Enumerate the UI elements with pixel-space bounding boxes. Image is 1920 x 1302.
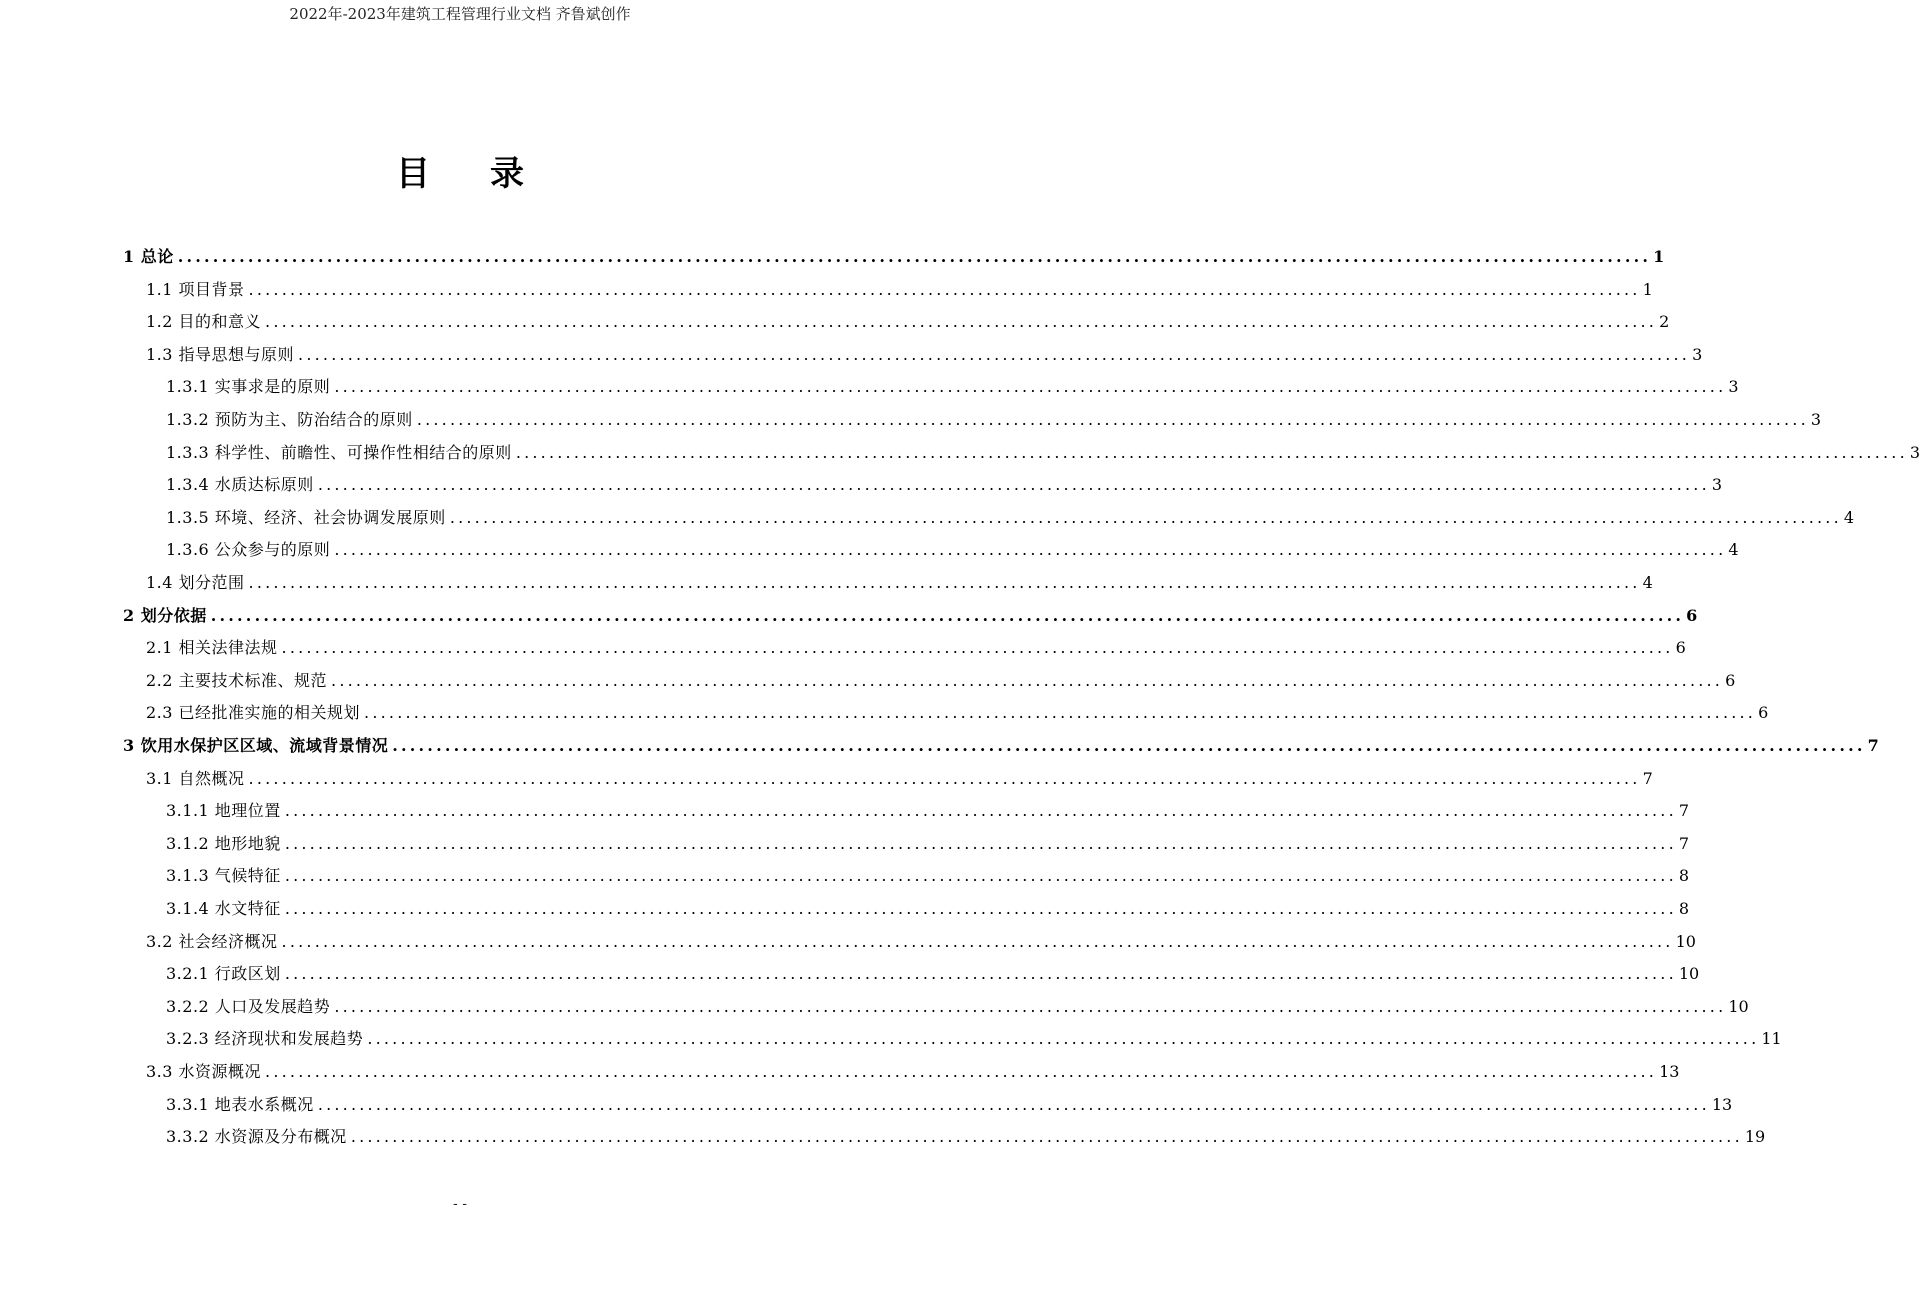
toc-leader-dots: ........................................................................................................................................................................: [364, 703, 1757, 722]
toc-page-number: 3: [1692, 345, 1703, 364]
toc-leader-dots: ........................................................................................................................................................................: [367, 1029, 1760, 1048]
toc-page-number: 1: [1642, 280, 1653, 299]
toc-entry-label: 3.1 自然概况: [146, 769, 245, 788]
toc-page-number: 4: [1642, 573, 1653, 592]
toc-page-number: 4: [1843, 508, 1855, 527]
toc-entry-label: 2 划分依据: [123, 606, 207, 625]
toc-entry[interactable]: [166, 1019, 1782, 1049]
toc-page-number: 11: [1761, 1029, 1782, 1048]
toc-entry-label: 1.1 项目背景: [146, 280, 245, 299]
toc-leader-dots: ........................................................................................................................................................................: [284, 834, 1677, 853]
toc-entry-label: 3.3.2 水资源及分布概况: [166, 1127, 347, 1146]
toc-entry[interactable]: [123, 726, 1879, 756]
toc-entry[interactable]: [146, 563, 1653, 593]
toc-leader-dots: ........................................................................................................................................................................: [298, 345, 1691, 364]
toc-entry-label: 1.3.4 水质达标原则: [166, 475, 314, 494]
toc-leader-dots: ........................................................................................................................................................................: [334, 377, 1727, 396]
toc-entry[interactable]: [166, 530, 1739, 560]
toc-entry-label: 1.3.3 科学性、前瞻性、可操作性相结合的原则: [166, 443, 512, 462]
toc-leader-dots: ........................................................................................................................................................................: [177, 247, 1652, 266]
toc-leader-dots: ........................................................................................................................................................................: [284, 866, 1677, 885]
toc-page-number: 3: [1728, 377, 1739, 396]
toc-entry-label: 1.3 指导思想与原则: [146, 345, 295, 364]
toc-leader-dots: ........................................................................................................................................................................: [449, 508, 1842, 527]
toc-entry[interactable]: [146, 628, 1686, 658]
toc-entry[interactable]: [166, 954, 1700, 984]
toc-entry[interactable]: [166, 367, 1739, 397]
toc-entry[interactable]: [123, 596, 1698, 626]
toc-entry[interactable]: [166, 791, 1690, 821]
page-title: [0, 146, 920, 195]
toc-entry[interactable]: [146, 335, 1703, 365]
toc-entry-label: 2.1 相关法律法规: [146, 638, 278, 657]
toc-leader-dots: ........................................................................................................................................................................: [416, 410, 1809, 429]
toc-page-number: 4: [1728, 540, 1739, 559]
toc-page-number: 1: [1653, 247, 1665, 266]
toc-entry-label: 1.3.2 预防为主、防治结合的原则: [166, 410, 413, 429]
toc-leader-dots: ........................................................................................................................................................................: [281, 932, 1674, 951]
page-footer: - -: [453, 1196, 467, 1212]
toc-entry[interactable]: [166, 987, 1749, 1017]
toc-leader-dots: ........................................................................................................................................................................: [317, 475, 1710, 494]
toc-page-number: 2: [1659, 312, 1670, 331]
toc-page-number: 3: [1909, 443, 1920, 462]
toc-entry[interactable]: [166, 889, 1690, 919]
toc-entry[interactable]: [146, 270, 1653, 300]
toc-entry-label: 3.1.4 水文特征: [166, 899, 281, 918]
toc-leader-dots: ........................................................................................................................................................................: [284, 899, 1677, 918]
toc-entry-label: 3.1.2 地形地貌: [166, 834, 281, 853]
toc-entry-label: 3.2 社会经济概况: [146, 932, 278, 951]
toc-entry-label: 1.2 目的和意义: [146, 312, 262, 331]
toc-entry[interactable]: [166, 400, 1822, 430]
toc-entry[interactable]: [166, 498, 1855, 528]
toc-entry[interactable]: [166, 824, 1690, 854]
toc-entry[interactable]: [166, 465, 1723, 495]
toc-page-number: 8: [1678, 899, 1690, 918]
toc-page-number: 7: [1678, 801, 1690, 820]
toc-entry[interactable]: [166, 433, 1920, 463]
toc-leader-dots: ........................................................................................................................................................................: [284, 801, 1677, 820]
toc-page-number: 6: [1675, 638, 1686, 657]
toc-leader-dots: ........................................................................................................................................................................: [265, 312, 1658, 331]
toc-entry[interactable]: [146, 302, 1670, 332]
toc-entry-label: 2.3 已经批准实施的相关规划: [146, 703, 361, 722]
toc-leader-dots: ........................................................................................................................................................................: [515, 443, 1908, 462]
toc-page-number: 10: [1678, 964, 1700, 983]
toc-leader-dots: ........................................................................................................................................................................: [265, 1062, 1658, 1081]
toc-leader-dots: ........................................................................................................................................................................: [334, 540, 1727, 559]
title-char-1: 目: [396, 154, 430, 194]
toc-entry-label: 3.1.1 地理位置: [166, 801, 281, 820]
toc-entry[interactable]: [146, 759, 1653, 789]
toc-entry-label: 1 总论: [123, 247, 174, 266]
toc-entry[interactable]: [146, 922, 1696, 952]
toc-page-number: 6: [1725, 671, 1736, 690]
toc-entry[interactable]: [146, 1052, 1680, 1082]
toc-entry-label: 1.3.1 实事求是的原则: [166, 377, 331, 396]
toc-entry-label: 3.2.3 经济现状和发展趋势: [166, 1029, 364, 1048]
toc-page-number: 7: [1678, 834, 1690, 853]
toc-entry-label: 3 饮用水保护区区域、流域背景情况: [123, 736, 389, 755]
toc-entry-label: 2.2 主要技术标准、规范: [146, 671, 328, 690]
toc-entry[interactable]: [166, 1085, 1733, 1115]
toc-leader-dots: ........................................................................................................................................................................: [281, 638, 1674, 657]
toc-entry[interactable]: [123, 237, 1665, 267]
toc-leader-dots: ........................................................................................................................................................................: [248, 280, 1641, 299]
toc-page-number: 7: [1642, 769, 1653, 788]
toc-entry-label: 1.3.5 环境、经济、社会协调发展原则: [166, 508, 446, 527]
toc-leader-dots: ........................................................................................................................................................................: [392, 736, 1866, 755]
toc-leader-dots: ........................................................................................................................................................................: [248, 769, 1641, 788]
toc-page-number: 19: [1744, 1127, 1766, 1146]
toc-leader-dots: ........................................................................................................................................................................: [334, 997, 1727, 1016]
toc-leader-dots: ........................................................................................................................................................................: [284, 964, 1677, 983]
toc-page-number: 10: [1675, 932, 1696, 951]
toc-page-number: 3: [1711, 475, 1723, 494]
toc-entry-label: 3.1.3 气候特征: [166, 866, 281, 885]
page-header: 2022年-2023年建筑工程管理行业文档 齐鲁斌创作: [289, 5, 631, 23]
toc-leader-dots: ........................................................................................................................................................................: [350, 1127, 1743, 1146]
toc-entry-label: 3.2.1 行政区划: [166, 964, 281, 983]
toc-leader-dots: ........................................................................................................................................................................: [210, 606, 1685, 625]
toc-entry[interactable]: [146, 693, 1769, 723]
toc-entry[interactable]: [166, 856, 1690, 886]
toc-leader-dots: ........................................................................................................................................................................: [248, 573, 1641, 592]
toc-entry[interactable]: [146, 661, 1736, 691]
toc-entry[interactable]: [166, 1117, 1766, 1147]
toc-entry-label: 1.4 划分范围: [146, 573, 245, 592]
toc-page-number: 3: [1810, 410, 1822, 429]
toc-leader-dots: ........................................................................................................................................................................: [317, 1095, 1710, 1114]
toc-leader-dots: ........................................................................................................................................................................: [331, 671, 1724, 690]
toc-page-number: 13: [1659, 1062, 1680, 1081]
toc-entry-label: 3.3.1 地表水系概况: [166, 1095, 314, 1114]
toc-entry-label: 3.2.2 人口及发展趋势: [166, 997, 331, 1016]
title-char-2: 录: [490, 154, 524, 194]
toc-page-number: 6: [1758, 703, 1769, 722]
toc-page-number: 10: [1728, 997, 1749, 1016]
toc-entry-label: 3.3 水资源概况: [146, 1062, 262, 1081]
toc-page-number: 8: [1678, 866, 1690, 885]
toc-entry-label: 1.3.6 公众参与的原则: [166, 540, 331, 559]
toc-page-number: 6: [1686, 606, 1698, 625]
toc-page-number: 13: [1711, 1095, 1733, 1114]
toc-page-number: 7: [1867, 736, 1879, 755]
